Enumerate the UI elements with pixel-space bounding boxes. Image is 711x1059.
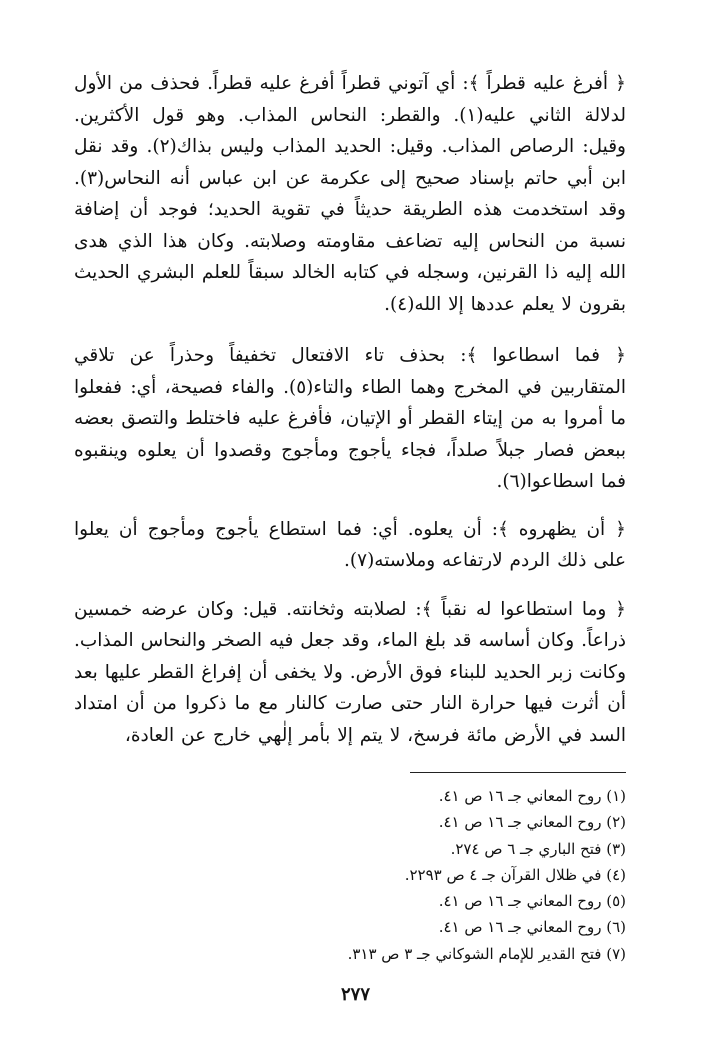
paragraph: ﴿ فما اسطاعوا ﴾: بحذف تاء الافتعال تخفيفاً وحذراً عن تلاقي المتقاربين في المخرج وهما الطاء والتاء(٥). والفاء فصيحة، أي: ففعلوا ما أمروا به من إيتاء القطر أو الإتيان، فأفرغ عليه فاختلط والتصق بعضه ببعض فصار جبلاً صلداً، فجاء يأجوج ومأجوج وقصدوا أن يعلوه وينقبوه فما اسطاعوا(٦). [74,345,626,492]
footnote: (٢) روح المعاني جـ ١٦ ص ٤١. [438,813,626,832]
footnote: (٣) فتح الباري جـ ٦ ص ٢٧٤. [450,839,626,858]
paragraph: ﴿ وما استطاعوا له نقباً ﴾: لصلابته وثخانته. قيل: وكان عرضه خمسين ذراعاً. وكان أساسه قد بلغ الماء، وقد جعل فيه الصخر والنحاس المذاب. وكانت زبر الحديد للبناء فوق الأرض. ولا يخفى أن إفراغ القطر عليها بعد أن أثرت فيها حرارة النار حتى صارت كالنار مع ما ذكروا من أن امتداد السد في الأرض مائة فرسخ، لا يتم إلا بأمر إلٰهي خارج عن العادة، [74,598,626,746]
footnote: (٤) في ظلال القرآن جـ ٤ ص ٢٢٩٣. [404,865,626,884]
footnote: (٦) روح المعاني جـ ١٦ ص ٤١. [438,918,626,937]
footnotes [206,783,626,967]
footnote: (٥) روح المعاني جـ ١٦ ص ٤١. [438,892,626,911]
footnote-divider [410,772,626,773]
paragraph: ﴿ أفرغ عليه قطراً ﴾: أي آتوني قطراً أفرغ عليه قطراً. فحذف من الأول لدلالة الثاني عليه(١). والقطر: النحاس المذاب. وهو قول الأكثرين. وقيل: الرصاص المذاب. وقيل: الحديد المذاب وليس بذاك(٢). وقد نقل ابن أبي حاتم بإسناد صحيح إلى عكرمة عن ابن عباس أنه النحاس(٣). وقد استخدمت هذه الطريقة حديثاً في تقوية الحديد؛ فوجد أن إضافة نسبة من النحاس إليه تضاعف مقاومته وصلابته. وكان هذا الذي هدى الله إليه ذا القرنين، وسجله في كتابه الخالد سبقاً للعلم البشري الحديث بقرون لا يعلم عددها إلا الله(٤). [74,73,626,315]
footnote: (١) روح المعاني جـ ١٦ ص ٤١. [438,787,626,805]
page-number: ٢٧٧ [340,984,370,1005]
main-text [74,68,626,764]
footnote: (٧) فتح القدير للإمام الشوكاني جـ ٣ ص ٣١٣. [347,944,626,963]
paragraph: ﴿ أن يظهروه ﴾: أن يعلوه. أي: فما استطاع يأجوج ومأجوج أن يعلوا على ذلك الردم لارتفاعه وملاسته(٧). [74,518,626,571]
